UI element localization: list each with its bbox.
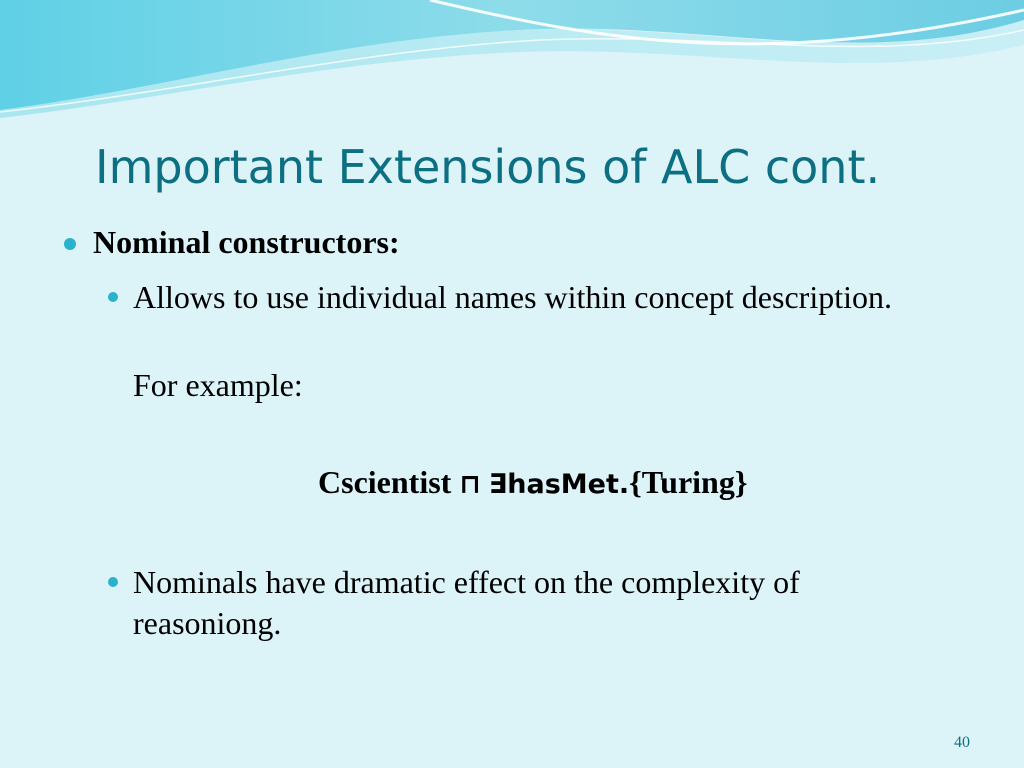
sub-bullet-text: Allows to use individual names within concept description. [133,279,892,315]
bullet-icon [64,238,76,250]
example-label: For example: [133,367,303,403]
formula [318,464,747,501]
slide-title: Important Extensions of ALC cont. [95,140,881,194]
formula-intersection-operator: ⊓ [459,469,481,500]
formula-nominal: {Turing} [629,464,748,500]
sub-bullet-icon [108,577,118,587]
bullet-heading: Nominal constructors: [93,224,400,260]
header-wave-decoration [0,0,1024,130]
sub-bullet-icon [108,292,118,302]
page-number: 40 [954,734,970,751]
formula-concept: Cscientist [318,464,452,500]
sub-bullet-text: Nominals have dramatic effect on the complexity of reasoniong. [133,564,800,641]
formula-role: ∃hasMet. [488,469,630,500]
